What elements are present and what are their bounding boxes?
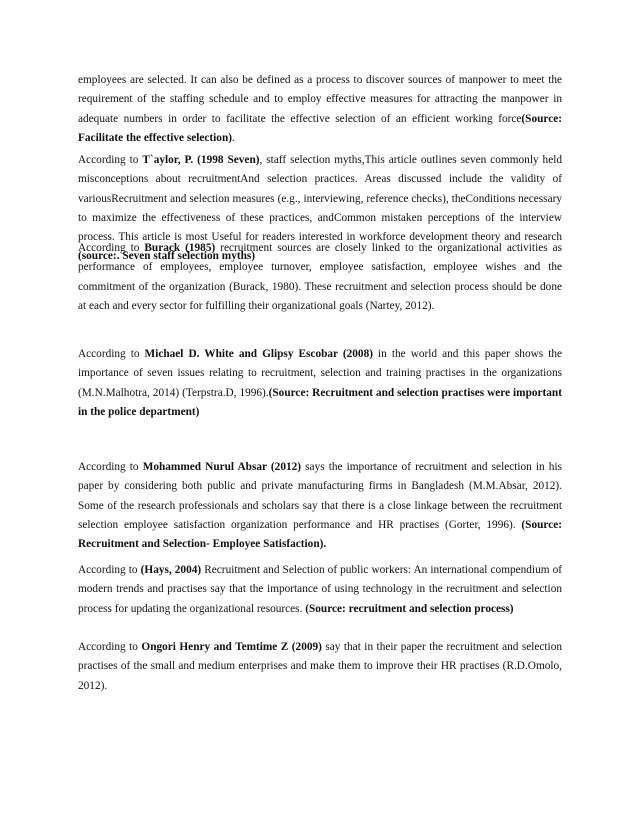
author-citation: Mohammed Nurul Absar (2012): [142, 461, 302, 473]
paragraph-text: recruitment sources are closely linked to the organizational activities as performance of employees, employee turnover, employee satisfaction, employee wishes and the commitment of the organization (Burack, 1980). These recruitment and selection process should be done at each and every sector for fulfilling their organizational goals (Nartey, 2012).: [78, 242, 562, 312]
paragraph-burack: [78, 239, 562, 316]
paragraph-recruitment-definition: [78, 71, 562, 148]
paragraph-white-escobar: [78, 345, 562, 422]
paragraph-text: , staff selection myths,This article outlines seven commonly held misconceptions about recruitmentAnd selection practices. Areas discussed include the validity of variousRecruitment and selection measures (e.g., interviewing, reference checks), theConditions necessary to maximize the effectiveness of these practices, andCommon mistaken perceptions of the interview process. This article is most Useful for readers interested in workforce development theory and research: [78, 154, 563, 244]
source-citation: (Source: Recruitment and Selection- Employee Satisfaction).: [78, 518, 562, 551]
paragraph-text: According to: [78, 154, 143, 166]
paragraph-text: says the importance of recruitment and selection in his paper by considering both public and private manufacturing firms in Bangladesh (M.M.Absar, 2012). Some of the research professionals and scholars say that there is a close linkage between the recruitment selection employee satisfaction organization performance and HR practises (Gorter, 1996).: [78, 461, 562, 531]
paragraph-text: employees are selected. It can also be defined as a process to discover sources of manpower to meet the requirement of the staffing schedule and to employ effective measures for attracting the manpower in adequate numbers in order to facilitate the effective selection of an efficient working force: [78, 74, 562, 125]
paragraph-absar: [78, 458, 562, 554]
source-citation: (Source: recruitment and selection process): [305, 602, 514, 615]
paragraph-text: According to: [78, 242, 145, 254]
paragraph-text: say that in their paper the recruitment and selection practises of the small and medium enterprises and make them to improve their HR practises (R.D.Omolo, 2012).: [78, 641, 562, 692]
author-citation: T`aylor, P. (1998 Seven): [142, 154, 260, 166]
paragraph-text: According to: [78, 461, 143, 473]
paragraph-text: .: [232, 131, 235, 144]
paragraph-text: in the world and this paper shows the importance of seven issues relating to recruitment, selection and training practises in the organizations (M.N.Malhotra, 2014) (Terpstra.D, 1996).: [78, 348, 562, 399]
paragraph-text: According to: [78, 564, 141, 576]
source-citation: (Source: Facilitate the effective selection): [78, 112, 562, 144]
author-citation: Ongori Henry and Temtime Z (2009): [141, 641, 322, 653]
author-citation: Burack (1985): [144, 242, 216, 254]
author-citation: Michael D. White and Glipsy Escobar (2008): [144, 348, 373, 360]
paragraph-text: According to: [78, 641, 142, 653]
paragraph-text: Recruitment and Selection of public workers: An international compendium of modern trends and practises say that the importance of using technology in the recruitment and selection process for updating the organizational resources.: [78, 564, 563, 615]
paragraph-ongori-temtime: [78, 638, 562, 696]
paragraph-hays: [78, 561, 562, 619]
author-citation: (Hays, 2004): [140, 564, 202, 576]
source-citation: (source:. Seven staff selection myths): [78, 250, 256, 263]
source-citation: (Source: Recruitment and selection practises were important in the police department): [78, 386, 562, 418]
paragraph-text: According to: [78, 348, 145, 360]
